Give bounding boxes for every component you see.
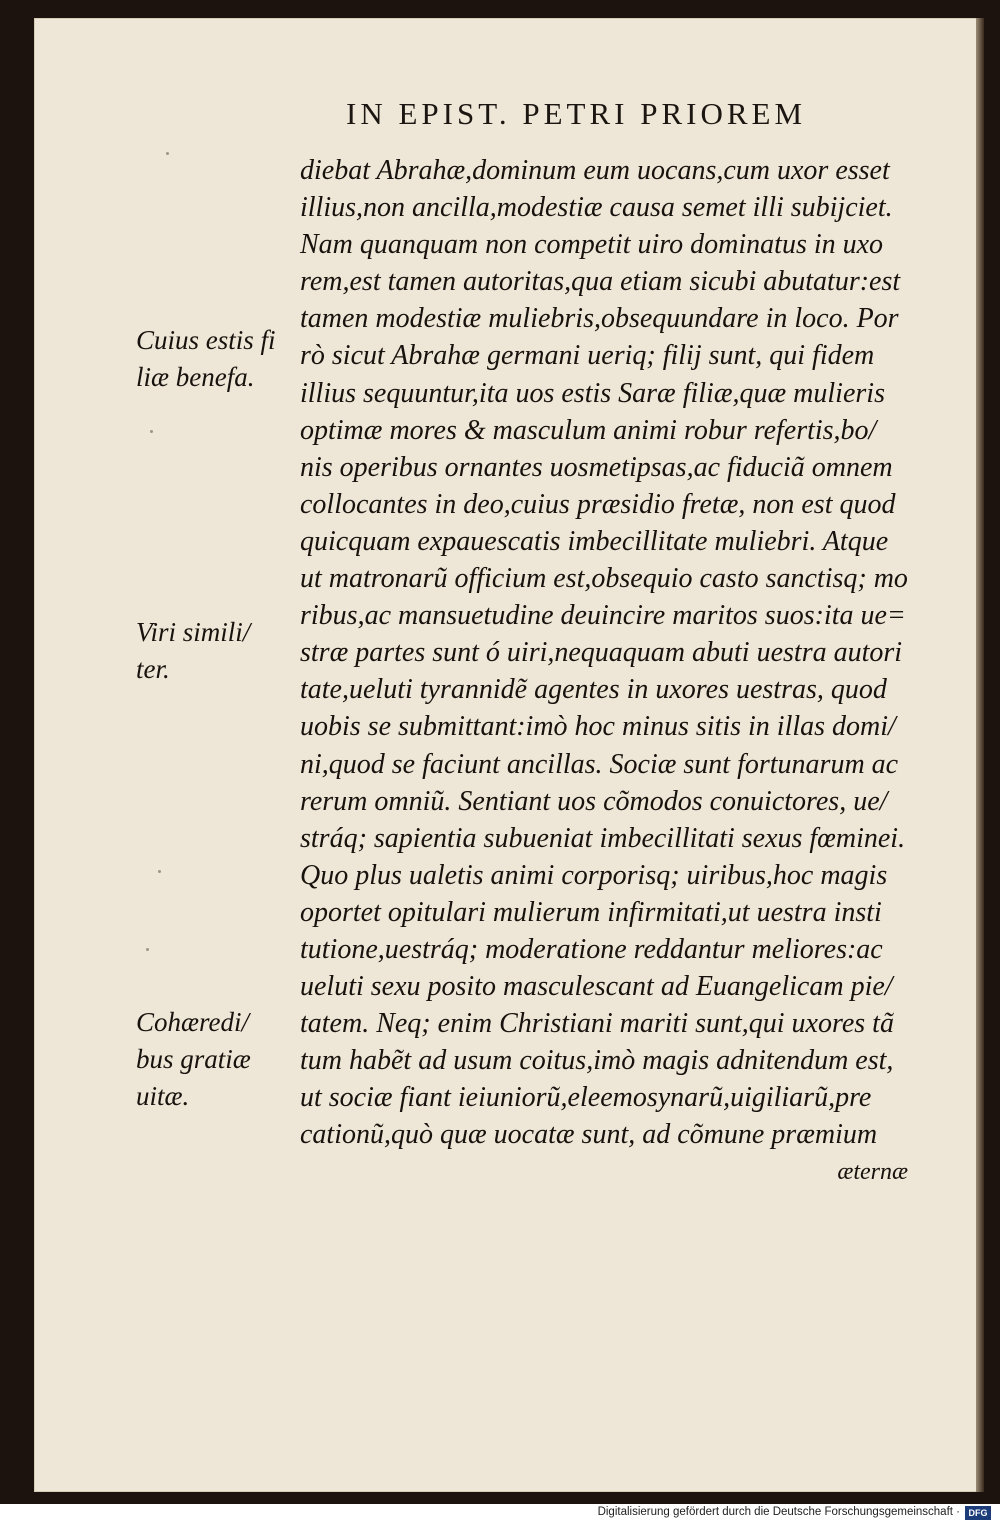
text-line: optimæ mores & masculum animi robur refertis,bo/	[300, 414, 877, 446]
marginal-line: bus gratiæ	[136, 1044, 251, 1074]
main-text-block	[300, 152, 920, 1191]
text-line: rerum omniũ. Sentiant uos cõmodos conuictores, ue/	[300, 785, 888, 817]
text-line: stráq; sapientia subueniat imbecillitati sexus fœminei.	[300, 822, 906, 854]
text-line: nis operibus ornantes uosmetipsas,ac fiduciã omnem	[300, 451, 893, 483]
text-line: Quo plus ualetis animi corporisq; uiribus,hoc magis	[300, 859, 888, 891]
marginal-line: Cohæredi/	[136, 1007, 250, 1037]
marginal-line: liæ benefa.	[136, 362, 255, 392]
text-line: stræ partes sunt ó uiri,nequaquam abuti uestra autori	[300, 637, 903, 669]
text-line: uobis se submittant:imò hoc minus sitis in illas domi/	[300, 711, 896, 743]
text-line: tatem. Neq; enim Christiani mariti sunt,qui uxores tã	[300, 1008, 894, 1040]
text-line: ut sociæ fiant ieiuniorũ,eleemosynarũ,uigiliarũ,pre	[300, 1082, 872, 1114]
marginal-note-1	[136, 322, 296, 396]
text-line: oportet opitulari mulierum infirmitati,ut uestra insti	[300, 896, 882, 928]
marginal-line: Cuius estis fi	[136, 325, 276, 355]
dfg-logo: DFG	[965, 1506, 991, 1520]
text-line: ribus,ac mansuetudine deuincire maritos suos:ita ue=	[300, 600, 906, 632]
text-line: collocantes in deo,cuius præsidio fretæ, non est quod	[300, 488, 896, 520]
marginal-line: uitæ.	[136, 1081, 190, 1111]
page-edge	[976, 18, 984, 1492]
marginal-note-2	[136, 614, 296, 688]
footer-credit: Digitalisierung gefördert durch die Deutsche Forschungsgemeinschaft ·	[597, 1506, 960, 1518]
marginal-line: ter.	[136, 654, 170, 684]
marginal-line: Viri simili/	[136, 617, 251, 647]
text-line: diebat Abrahæ,dominum eum uocans,cum uxor esset	[300, 155, 890, 186]
text-line: ut matronarũ officium est,obsequio casto sanctisq; mo	[300, 563, 908, 595]
ink-speck	[146, 948, 149, 951]
marginal-note-3	[136, 1004, 296, 1115]
text-line: tate,ueluti tyrannidẽ agentes in uxores uestras, quod	[300, 674, 887, 706]
catchword: æternæ	[837, 1158, 908, 1185]
text-line: tum habẽt ad usum coitus,imò magis adnitendum est,	[300, 1045, 894, 1077]
ink-speck	[150, 430, 153, 433]
text-line: cationũ,quò quæ uocatæ sunt, ad cõmune præmium	[300, 1119, 878, 1151]
text-line: rem,est tamen autoritas,qua etiam sicubi abutatur:est	[300, 266, 901, 298]
text-line: ni,quod se faciunt ancillas. Sociæ sunt fortunarum ac	[300, 748, 899, 780]
text-line: illius,non ancilla,modestiæ causa semet illi subijciet.	[300, 192, 893, 224]
text-line: quicquam expauescatis imbecillitate muliebri. Atque	[300, 525, 889, 557]
text-line: rò sicut Abrahæ germani ueriq; filij sunt, qui fidem	[300, 340, 875, 372]
text-line: illius sequuntur,ita uos estis Saræ filiæ,quæ mulieris	[300, 377, 885, 409]
text-line: tamen modestiæ muliebris,obsequundare in loco. Por	[300, 303, 899, 335]
text-line: Nam quanquam non competit uiro dominatus in uxo	[300, 229, 884, 261]
text-line: tutione,uestráq; moderatione reddantur meliores:ac	[300, 933, 883, 965]
ink-speck	[166, 152, 169, 155]
ink-speck	[158, 870, 161, 873]
running-header: IN EPIST. PETRI PRIOREM	[346, 96, 807, 131]
text-line: ueluti sexu posito masculescant ad Euangelicam pie/	[300, 971, 893, 1003]
